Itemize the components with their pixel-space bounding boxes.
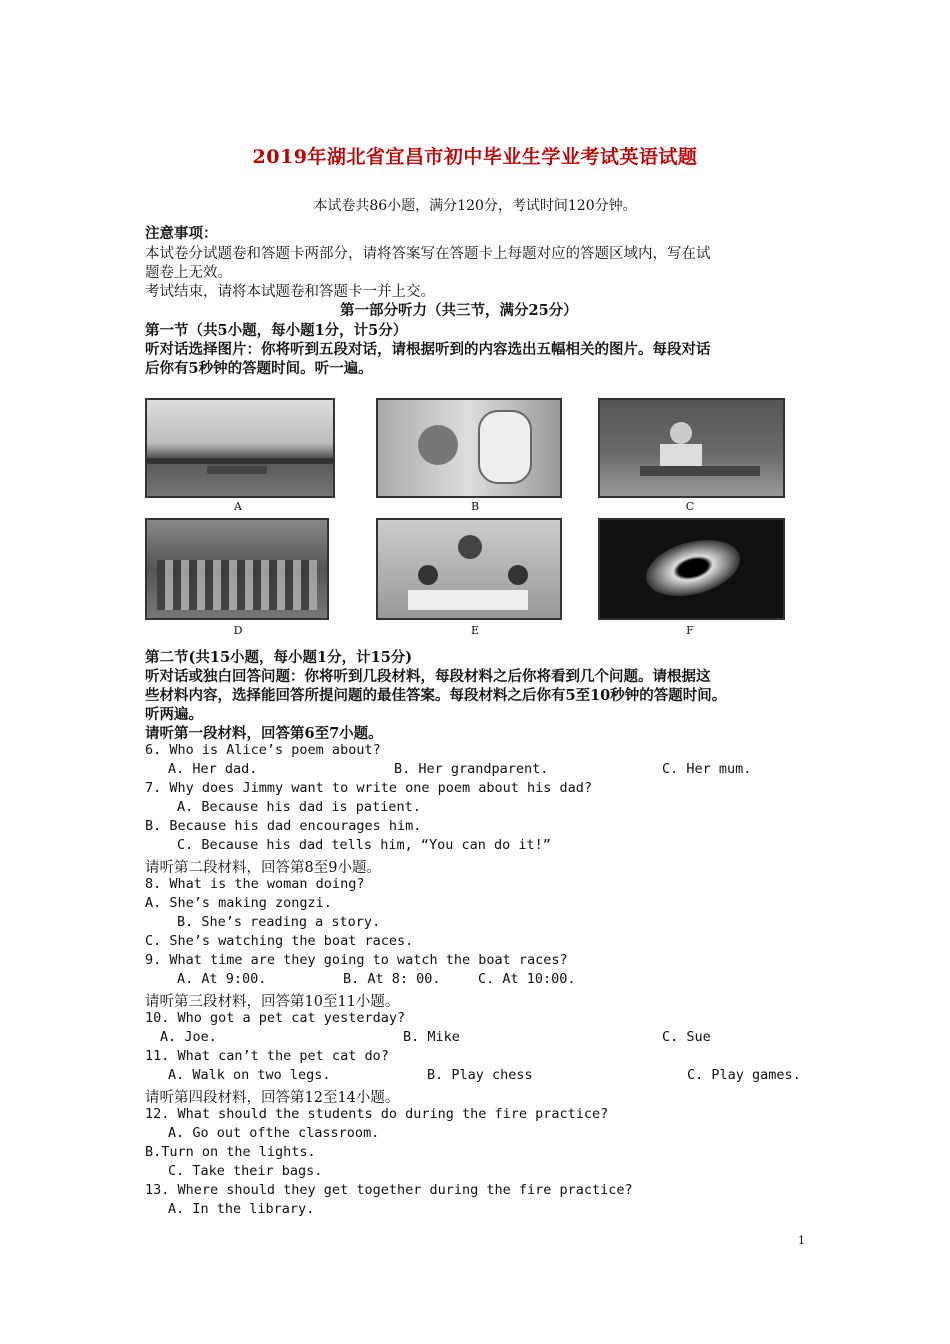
notice-line: 考试结束，请将本试题卷和答题卡一并上交。 [145, 284, 435, 300]
option: B. Her grandparent. [394, 761, 549, 777]
option: A. Go out ofthe classroom. [168, 1125, 380, 1141]
option: A. Her dad. [168, 761, 258, 777]
question-11: 11. What can’t the pet cat do? [145, 1048, 389, 1064]
option: B. She’s reading a story. [177, 914, 381, 930]
option: A. In the library. [168, 1201, 315, 1217]
option: C. Because his dad tells him, “You can do it!” [177, 837, 551, 853]
option: C. Her mum. [662, 761, 752, 777]
option: B. Because his dad encourages him. [145, 818, 422, 834]
option: C. Sue [662, 1029, 711, 1045]
material-heading: 请听第四段材料，回答第12至14小题。 [145, 1090, 400, 1106]
option: C. At 10:00. [478, 971, 576, 987]
picture-c-classroom [598, 398, 785, 498]
notice-heading: 注意事项： [145, 225, 218, 242]
option: B. Mike [403, 1029, 460, 1045]
picture-e-reading [376, 518, 562, 620]
exam-info: 本试卷共86小题，满分120分，考试时间120分钟。 [313, 198, 637, 214]
option: A. Walk on two legs. [168, 1067, 331, 1083]
material-heading: 请听第二段材料，回答第8至9小题。 [145, 860, 381, 876]
section2-instruction: 听对话或独白回答问题：你将听到几段材料，每段材料之后你将看到几个问题。请根据这 [145, 668, 711, 685]
option: B. At 8: 00. [343, 971, 441, 987]
option: C. Take their bags. [168, 1163, 323, 1179]
option: A. Because his dad is patient. [177, 799, 421, 815]
option: A. At 9:00. [177, 971, 267, 987]
question-6: 6. Who is Alice’s poem about? [145, 742, 381, 758]
question-8: 8. What is the woman doing? [145, 876, 365, 892]
question-10: 10. Who got a pet cat yesterday? [145, 1010, 406, 1026]
question-9: 9. What time are they going to watch the boat races? [145, 952, 568, 968]
question-7: 7. Why does Jimmy want to write one poem about his dad? [145, 780, 593, 796]
question-13: 13. Where should they get together during the fire practice? [145, 1182, 633, 1198]
section2-instruction: 听两遍。 [145, 706, 203, 723]
option: C. Play games. [687, 1067, 801, 1083]
section1-instruction: 听对话选择图片：你将听到五段对话，请根据听到的内容选出五幅相关的图片。每段对话 [145, 341, 711, 358]
material-heading: 请听第一段材料，回答第6至7小题。 [145, 725, 383, 742]
option: A. She’s making zongzi. [145, 895, 332, 911]
question-12: 12. What should the students do during the fire practice? [145, 1106, 609, 1122]
section2-heading: 第二节(共15小题，每小题1分，计15分) [145, 649, 413, 666]
picture-label: D [233, 624, 243, 637]
picture-d-marathon [145, 518, 329, 620]
option: B. Play chess [427, 1067, 533, 1083]
picture-label: C [685, 500, 695, 513]
picture-b-robot [376, 398, 562, 498]
material-heading: 请听第三段材料，回答第10至11小题。 [145, 994, 400, 1010]
part1-heading: 第一部分听力（共三节，满分25分） [340, 302, 578, 319]
section2-instruction: 些材料内容，选择能回答所提问题的最佳答案。每段材料之后你有5至10秒钟的答题时间。 [145, 687, 727, 704]
notice-line: 本试卷分试题卷和答题卡两部分，请将答案写在答题卡上每题对应的答题区域内，写在试 [145, 246, 711, 262]
page-title: 2019年湖北省宜昌市初中毕业生学业考试英语试题 [252, 146, 698, 168]
section1-heading: 第一节（共5小题，每小题1分，计5分） [145, 322, 408, 339]
notice-line: 题卷上无效。 [145, 265, 232, 281]
section1-instruction: 后你有5秒钟的答题时间。听一遍。 [145, 360, 373, 377]
picture-f-black-hole [598, 518, 785, 620]
option: A. Joe. [160, 1029, 217, 1045]
page-number: 1 [798, 1234, 805, 1247]
picture-label: E [470, 624, 480, 637]
picture-label: A [234, 500, 242, 513]
picture-label: B [470, 500, 480, 513]
picture-a-cityscape [145, 398, 335, 498]
option: B.Turn on the lights. [145, 1144, 316, 1160]
picture-label: F [686, 624, 694, 637]
option: C. She’s watching the boat races. [145, 933, 414, 949]
